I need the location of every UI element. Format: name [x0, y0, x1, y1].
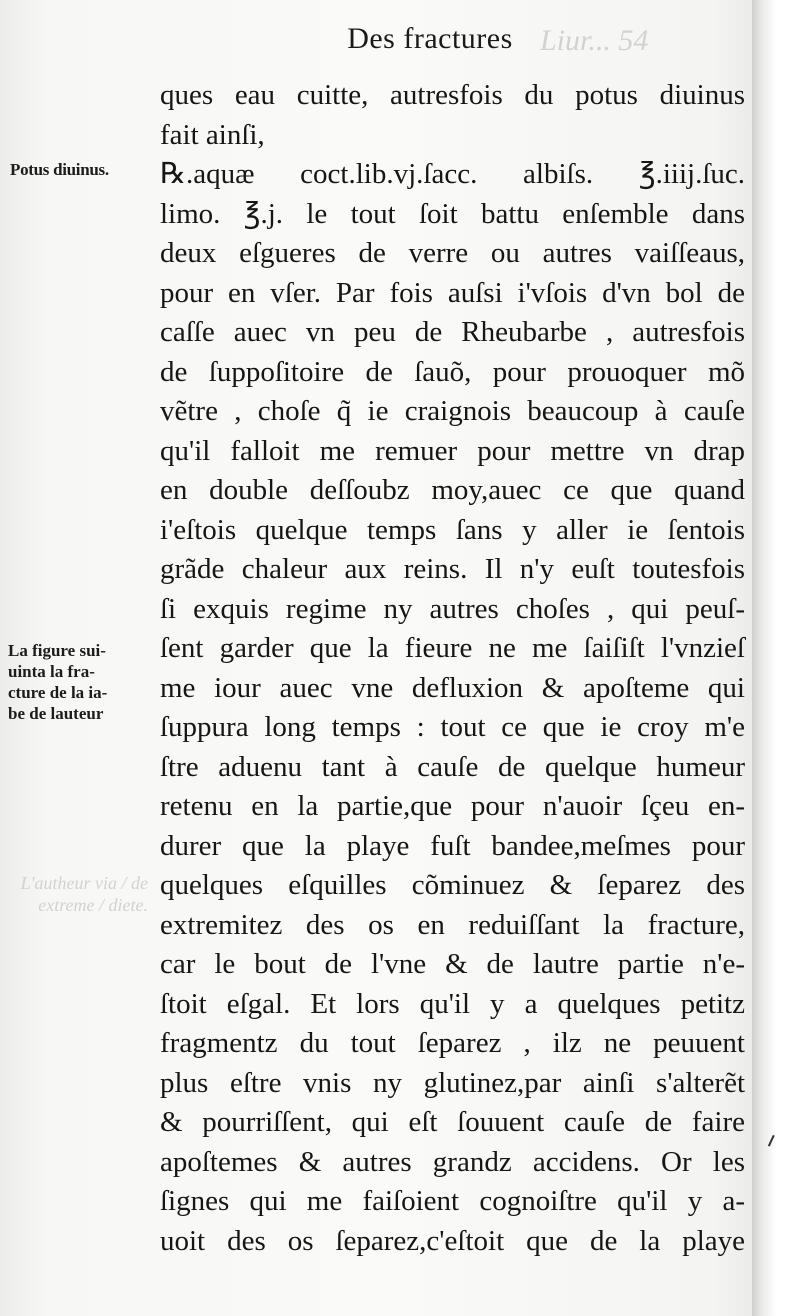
text-line: de ſuppoſitoire de ſauõ, pour prouoquer mõ — [160, 355, 745, 388]
text-line: caſſe auec vn peu de Rheubarbe , autresfois — [160, 316, 745, 348]
text-line: plus eſtre vnis ny glutinez,par ainſi s'alterẽt — [160, 1066, 745, 1099]
margin-note-figure-line: be de lauteur — [8, 704, 104, 723]
margin-note-figure-line: cture de la ia- — [8, 683, 108, 702]
text-line: durer que la playe fuſt bandee,meſmes pour — [160, 829, 745, 862]
text-line: ſuppura long temps : tout ce que ie croy m'e — [160, 711, 745, 743]
margin-note-figure-line: La figure sui- — [8, 641, 106, 660]
running-head: Des fractures — [347, 22, 513, 55]
text-line: ſignes qui me faiſoient cognoiſtre qu'il y a- — [160, 1185, 745, 1217]
bleed-through-top-right: Liur... 54 — [540, 24, 649, 57]
margin-note-potus-diuinus: Potus diuinus. — [10, 160, 109, 179]
text-line: deux eſgueres de verre ou autres vaiſſeaus, — [160, 237, 745, 269]
text-line: en double deſſoubz moy,auec ce que quand — [160, 474, 745, 506]
text-line: ℞.aquæ coct.lib.vj.ſacc. albiſs. ℥.iiij.ſuc. — [160, 158, 745, 190]
text-line: ſtoit eſgal. Et lors qu'il y a quelques petitz — [160, 987, 745, 1020]
text-line: extremitez des os en reduiſſant la fracture, — [160, 908, 745, 941]
text-line: fragmentz du tout ſeparez , ilz ne peuuent — [160, 1027, 745, 1059]
margin-note-figure — [8, 640, 107, 724]
margin-note-figure-line: uinta la fra- — [8, 662, 95, 681]
text-line: ſent garder que la fieure ne me ſaiſiſt l'vnzieſ — [160, 632, 745, 664]
bleed-through-left-note: L'autheur via / de extreme / diete. — [20, 873, 148, 915]
page-edge-shadow — [752, 0, 776, 1316]
text-line: limo. ℥.j. le tout ſoit battu enſemble dans — [160, 197, 745, 230]
text-line: pour en vſer. Par fois auſsi i'vſois d'vn bol de — [160, 276, 745, 309]
text-line: ſtre aduenu tant à cauſe de quelque humeur — [160, 750, 745, 783]
text-line: vẽtre , choſe q̃ ie craignois beaucoup à cauſe — [160, 395, 745, 427]
text-line: fait ainſi, — [160, 118, 265, 151]
text-line: qu'il falloit me remuer pour mettre vn drap — [160, 434, 745, 467]
text-line: apoſtemes & autres grandz accidens. Or les — [160, 1145, 745, 1178]
body-text — [160, 76, 745, 1261]
text-line: & pourriſſent, qui eſt ſouuent cauſe de faire — [160, 1106, 745, 1138]
text-line: quelques eſquilles cõminuez & ſeparez des — [160, 869, 745, 901]
text-line: grãde chaleur aux reins. Il n'y euſt toutesfois — [160, 553, 745, 585]
text-line: car le bout de l'vne & de lautre partie n'e- — [160, 948, 745, 980]
text-line: me iour auec vne defluxion & apoſteme qui — [160, 671, 745, 704]
text-line: retenu en la partie,que pour n'auoir ſçeu en- — [160, 790, 745, 822]
text-line: uoit des os ſeparez,c'eſtoit que de la playe — [160, 1224, 745, 1257]
text-line: i'eſtois quelque temps ſans y aller ie ſentois — [160, 513, 745, 546]
text-line: ques eau cuitte, autresfois du potus diuinus — [160, 79, 745, 111]
text-line: ſi exquis regime ny autres choſes , qui peuſ- — [160, 592, 745, 625]
